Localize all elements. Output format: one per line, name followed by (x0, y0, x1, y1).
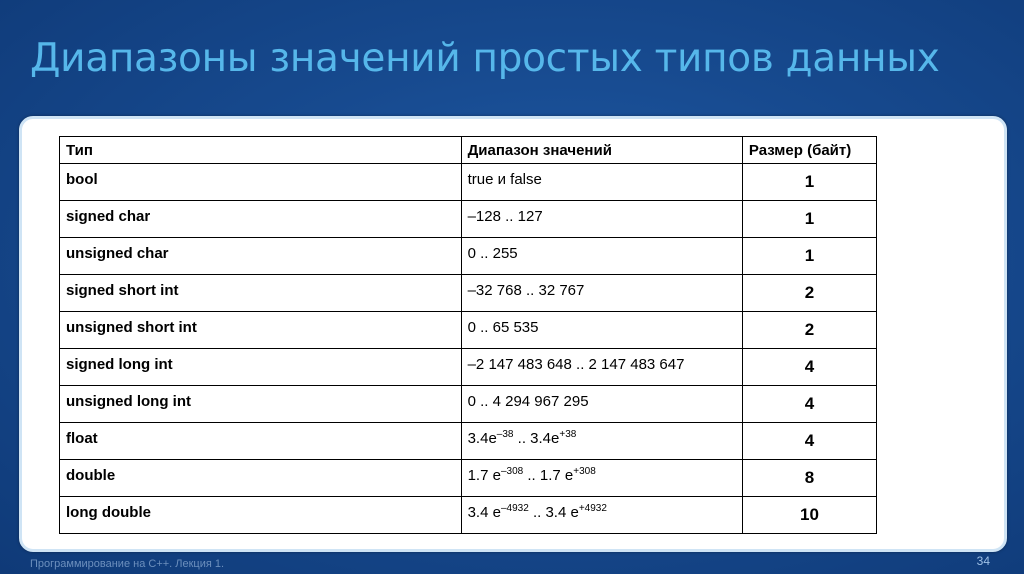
table-row (60, 275, 877, 312)
size-cell: 4 (742, 386, 876, 423)
page-number: 34 (976, 554, 990, 568)
range-cell: –128 .. 127 (461, 201, 742, 238)
slide-footer: Программирование на C++. Лекция 1. (30, 558, 225, 570)
header-type: Тип (60, 137, 462, 164)
table-row (60, 386, 877, 423)
table-row (60, 201, 877, 238)
range-cell: –32 768 .. 32 767 (461, 275, 742, 312)
table-row (60, 423, 877, 460)
header-size: Размер (байт) (742, 137, 876, 164)
size-cell: 1 (742, 238, 876, 275)
range-start: 3.4 e (467, 504, 501, 521)
table-row (60, 238, 877, 275)
range-cell: 0 .. 4 294 967 295 (461, 386, 742, 423)
table-row (60, 497, 877, 534)
table-row (60, 312, 877, 349)
table-row (60, 460, 877, 497)
type-cell: unsigned long int (60, 386, 462, 423)
range-cell: 0 .. 65 535 (461, 312, 742, 349)
size-cell: 1 (742, 164, 876, 201)
range-cell: –2 147 483 648 .. 2 147 483 647 (461, 349, 742, 386)
header-range: Диапазон значений (461, 137, 742, 164)
range-cell (461, 460, 742, 497)
type-cell: long double (60, 497, 462, 534)
size-cell: 4 (742, 349, 876, 386)
range-cell: true и false (461, 164, 742, 201)
size-cell: 8 (742, 460, 876, 497)
range-cell: 0 .. 255 (461, 238, 742, 275)
type-cell: double (60, 460, 462, 497)
range-end-exponent: +4932 (578, 503, 607, 514)
size-cell: 2 (742, 312, 876, 349)
type-cell: bool (60, 164, 462, 201)
range-separator: .. (513, 430, 531, 447)
type-cell: unsigned short int (60, 312, 462, 349)
range-end: 3.4 e (545, 504, 579, 521)
size-cell: 1 (742, 201, 876, 238)
size-cell: 10 (742, 497, 876, 534)
table-row (60, 349, 877, 386)
content-panel (19, 116, 1007, 552)
table-row (60, 164, 877, 201)
type-cell: float (60, 423, 462, 460)
type-cell: signed long int (60, 349, 462, 386)
range-end: 3.4e (530, 430, 560, 447)
type-cell: signed short int (60, 275, 462, 312)
range-cell (461, 497, 742, 534)
table-header-row (60, 137, 877, 164)
range-end-exponent: +38 (559, 429, 577, 440)
size-cell: 4 (742, 423, 876, 460)
type-cell: unsigned char (60, 238, 462, 275)
range-cell (461, 423, 742, 460)
range-start: 3.4e (467, 430, 497, 447)
range-separator: .. (528, 504, 546, 521)
range-separator: .. (523, 467, 540, 484)
range-start: 1.7 e (467, 467, 501, 484)
range-end-exponent: +308 (573, 466, 596, 477)
data-types-table (59, 136, 877, 534)
range-start-exponent: –308 (500, 466, 524, 477)
slide-title: Диапазоны значений простых типов данных (30, 36, 940, 81)
type-cell: signed char (60, 201, 462, 238)
range-end: 1.7 e (539, 467, 574, 484)
size-cell: 2 (742, 275, 876, 312)
range-start-exponent: –38 (496, 429, 514, 440)
range-start-exponent: –4932 (500, 503, 529, 514)
